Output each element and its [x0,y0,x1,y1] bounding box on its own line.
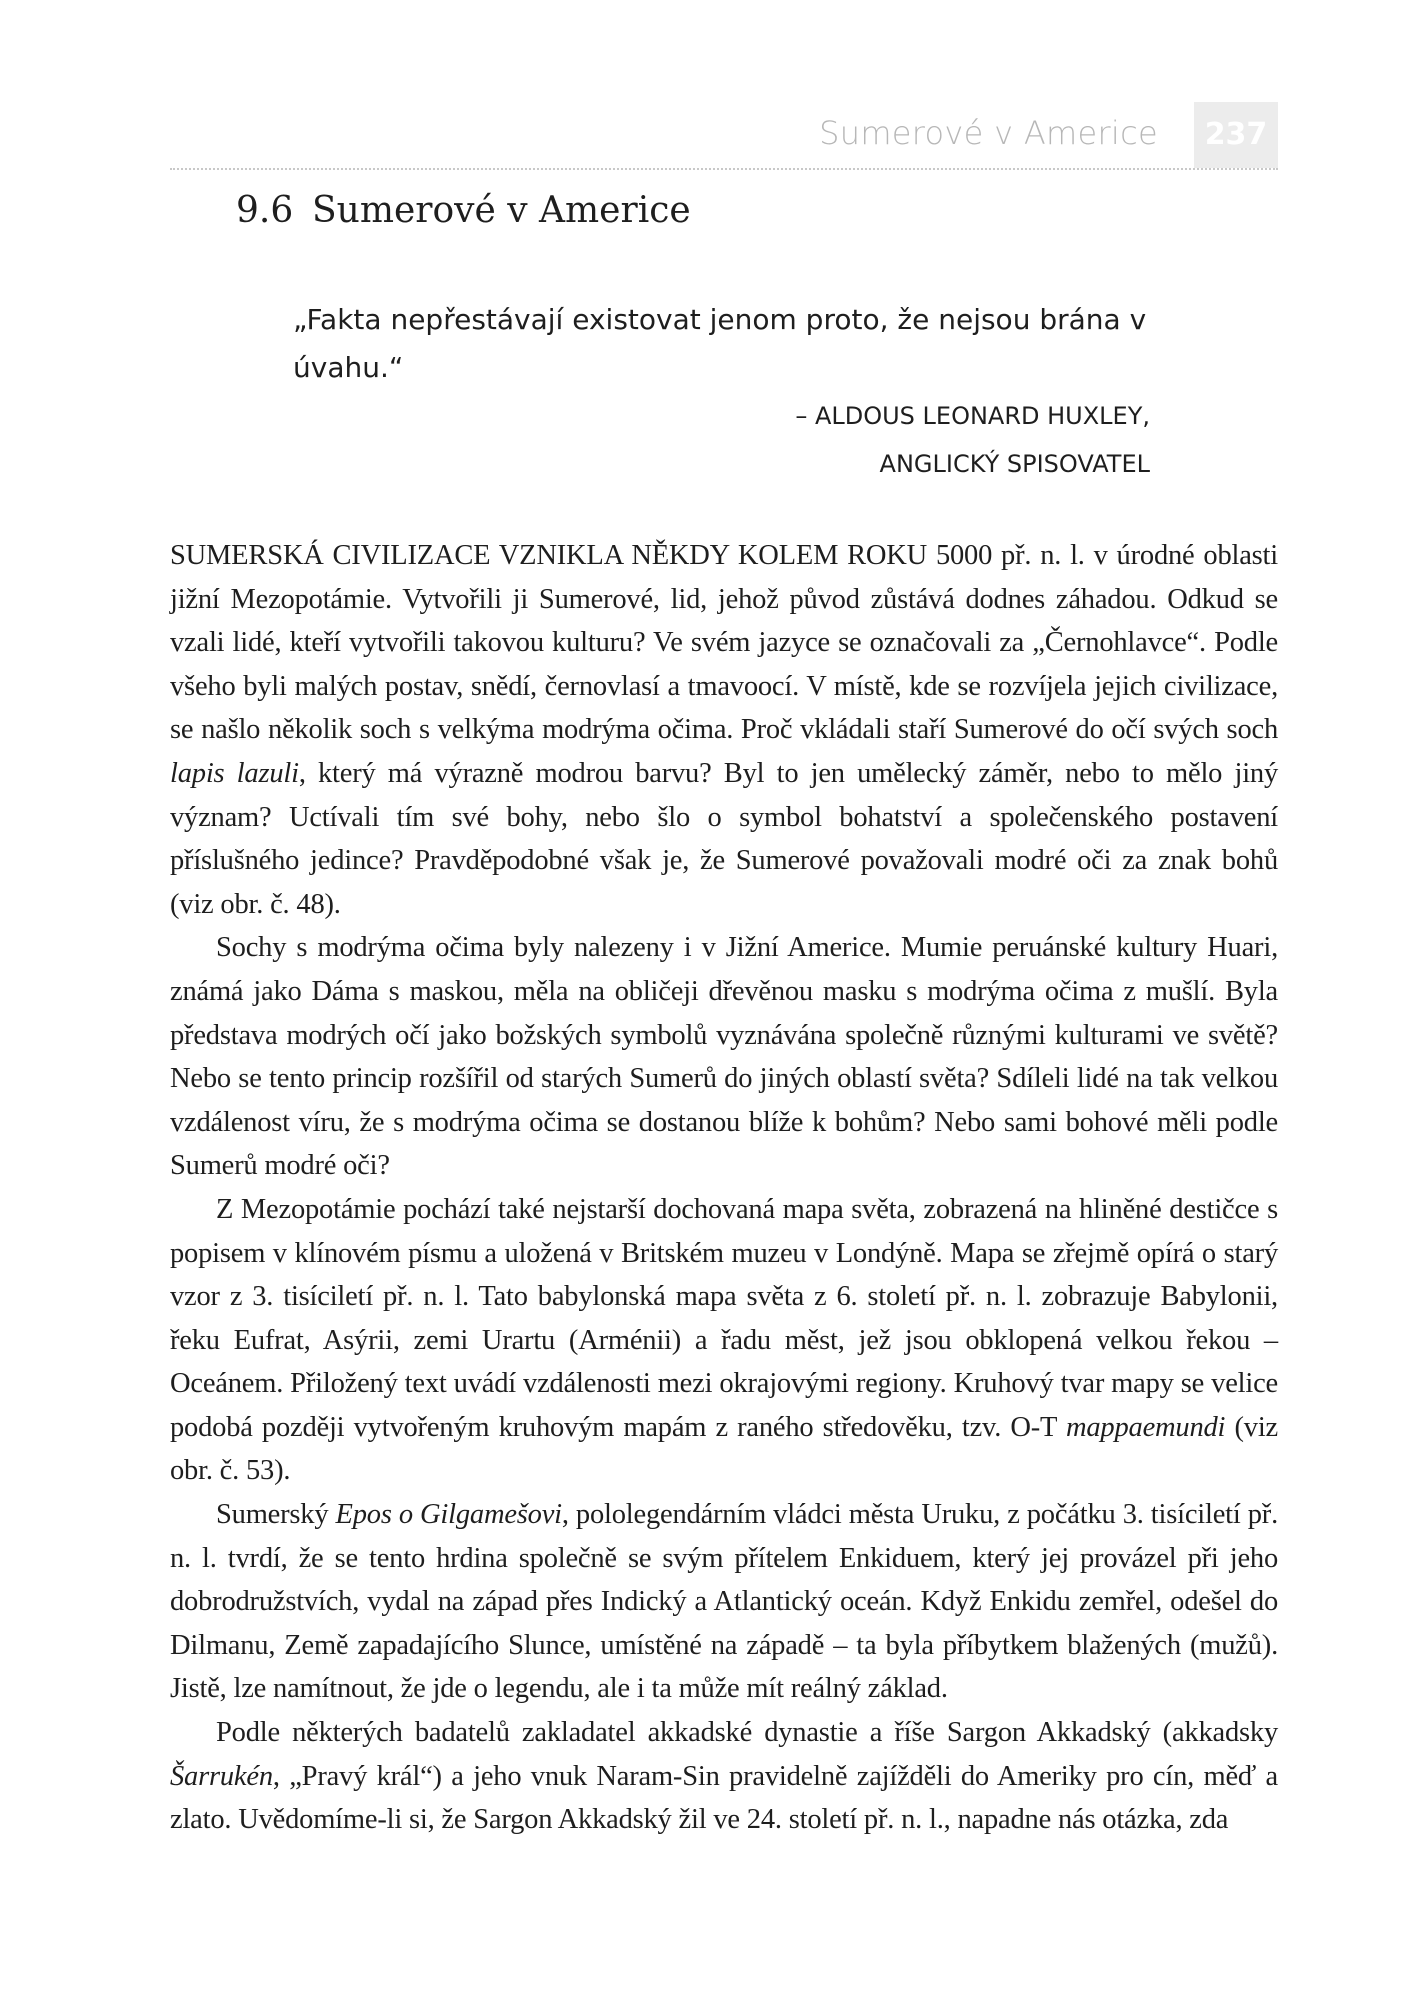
running-header [170,102,1278,170]
paragraph-4-text: Sumerský [216,1499,336,1531]
epigraph-attribution [500,392,1150,488]
paragraph-2: Sochy s modrýma očima byly nalezeny i v Jižní Americe. Mumie peruánské kultury Huari, známá jako Dáma s maskou, měla na obličeji dřevěnou masku s modrýma očima z mušlí. Byla představa modrých očí jako božských symbolů vyznávána společně různými kulturami ve světě? Nebo se tento princip rozšířil od starých Sumerů do jiných oblastí světa? Sdíleli lidé na tak velkou vzdálenost víru, že s modrýma očima se dostanou blíže k bohům? Nebo sami bohové měli podle Sumerů modré oči? [170,932,1278,1182]
attribution-author: – ALDOUS LEONARD HUXLEY, [795,402,1150,430]
paragraph-1-italic: lapis lazuli [170,757,299,789]
paragraph-4 [170,1493,1278,1711]
paragraph-5-text-cont: , „Pravý král“) a jeho vnuk Naram-Sin pravidelně zajížděli do Ameriky pro cín, měď a zlato. Uvědomíme-li si, že Sargon Akkadský žil ve 24. století př. n. l., napadne nás otázka, zda [170,1760,1278,1836]
epigraph-quote: „Fakta nepřestávají existovat jenom proto, že nejsou brána v úvahu.“ [293,303,1147,384]
section-number: 9.6 [236,190,294,231]
paragraph-4-text-cont: , pololegendárním vládci města Uruku, z počátku 3. tisíciletí př. n. l. tvrdí, že se tento hrdina společně se svým přítelem Enkiduem, který jej provázel při jeho dobrodružstvích, vydal na západ přes Indický a Atlantický oceán. Když Enkidu zemřel, odešel do Dilmanu, Země zapadajícího Slunce, umístěné na západě – ta byla příbytkem blažených (mužů). Jistě, lze namítnout, že jde o legendu, ale i ta může mít reálný základ. [170,1499,1278,1705]
page-number: 237 [1194,102,1278,168]
paragraph-1-text: SUMERSKÁ CIVILIZACE VZNIKLA NĚKDY KOLEM ROKU 5000 př. n. l. v úrodné oblasti jižní Mezopotámie. Vytvořili ji Sumerové, lid, jehož původ zůstává dodnes záhadou. Odkud se vzali lidé, kteří vytvořili takovou kulturu? Ve svém jazyce se označovali za „Černohlavce“. Podle všeho byli malých postav, snědí, černovlasí a tmavoocí. V místě, kde se rozvíjela jejich civilizace, se našlo několik soch s velkýma modrýma očima. Proč vkládali staří Sumerové do očí svých soch [170,540,1278,746]
paragraph-3 [170,1188,1278,1493]
paragraph-5 [170,1711,1278,1842]
paragraph-5-italic: Šarrukén [170,1760,273,1792]
attribution-description: ANGLICKÝ SPISOVATEL [879,450,1150,478]
section-heading [236,190,691,231]
paragraph-3-text: Z Mezopotámie pochází také nejstarší dochovaná mapa světa, zobrazená na hliněné destičce s popisem v klínovém písmu a uložená v Britském muzeu v Londýně. Mapa se zřejmě opírá o starý vzor z 3. tisíciletí př. n. l. Tato babylonská mapa světa z 6. století př. n. l. zobrazuje Babylonii, řeku Eufrat, Asýrii, zemi Urartu (Arménii) a řadu měst, jež jsou obklopená velkou řekou – Oceánem. Přiložený text uvádí vzdálenosti mezi okrajovými regiony. Kruhový tvar mapy se velice podobá později vytvořeným kruhovým mapám z raného středověku, tzv. O-T [170,1193,1278,1443]
running-title: Sumerové v Americe [819,114,1158,152]
paragraph-1-text-cont: , který má výrazně modrou barvu? Byl to jen umělecký záměr, nebo to mělo jiný význam? Uctívali tím své bohy, nebo šlo o symbol bohatství a společenského postavení příslušného jedince? Pravděpodobné však je, že Sumerové považovali modré oči za znak bohů (viz obr. č. 48). [170,757,1279,920]
paragraph-3-italic: mappaemundi [1065,1411,1226,1443]
section-title: Sumerové v Americe [312,190,691,231]
paragraph-5-text: Podle některých badatelů zakladatel akkadské dynastie a říše Sargon Akkadský (akkadsky [216,1717,1278,1749]
body-text [170,534,1278,1842]
paragraph-1 [170,534,1278,926]
paragraph-4-italic: Epos o Gilgamešovi [335,1499,562,1531]
paragraph-3-text-cont: (viz obr. č. 53). [170,1411,1279,1487]
